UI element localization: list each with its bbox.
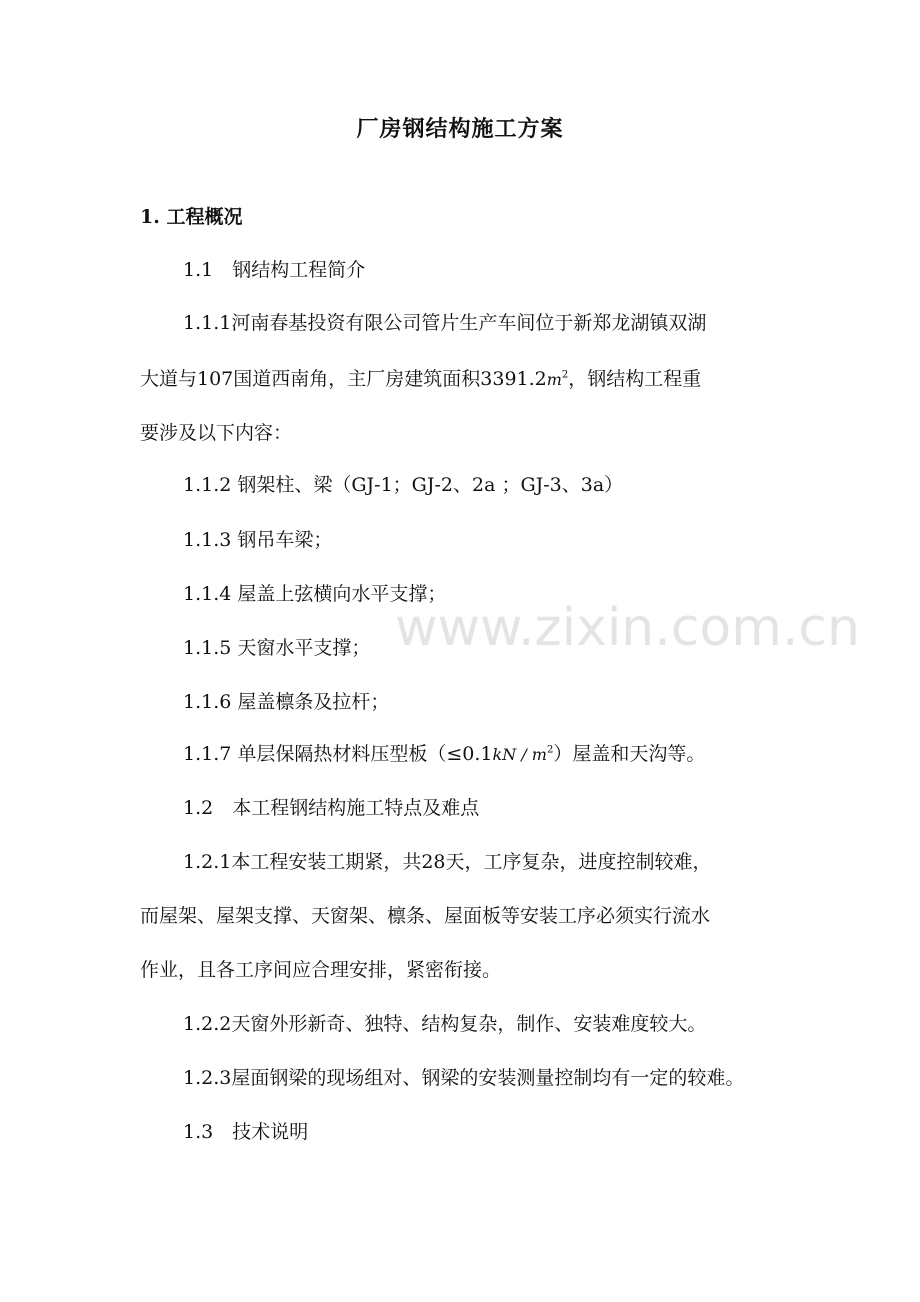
unit-symbol: kN / m (492, 745, 547, 764)
paragraph-1-2-1-line2: 而屋架、屋架支撑、天窗架、檩条、屋面板等安装工序必须实行流水 (140, 905, 711, 927)
item-1-1-2: 1.1.2 钢架柱、梁（GJ-1；GJ-2、2a ；GJ-3、3a） (183, 474, 624, 496)
paragraph-1-2-1-line3: 作业，且各工序间应合理安排，紧密衔接。 (140, 959, 502, 981)
subsection-1-3: 1.3 技术说明 (183, 1121, 309, 1143)
subsection-1-1: 1.1 钢结构工程简介 (183, 259, 366, 281)
item-1-1-4: 1.1.4 屋盖上弦横向水平支撑； (183, 583, 447, 605)
section-heading-1: 1. 工程概况 (140, 206, 243, 228)
item-1-1-6: 1.1.6 屋盖檩条及拉杆； (183, 691, 390, 713)
paragraph-1-2-2: 1.2.2天窗外形新奇、独特、结构复杂，制作、安装难度较大。 (183, 1013, 707, 1035)
paragraph-1-1-1-line3: 要涉及以下内容： (140, 422, 293, 444)
watermark: www.zixin.com.cn (395, 598, 860, 658)
paragraph-text: 1.1.7 单层保隔热材料压型板（≤0.1 (183, 743, 493, 765)
item-1-1-7 (183, 741, 705, 768)
unit-superscript: 2 (561, 369, 569, 381)
paragraph-text: ，钢结构工程重 (568, 368, 702, 390)
paragraph-1-1-1-line1: 1.1.1河南春基投资有限公司管片生产车间位于新郑龙湖镇双湖 (183, 312, 707, 334)
paragraph-text: ）屋盖和天沟等。 (553, 743, 706, 765)
unit-superscript: 2 (546, 744, 554, 756)
item-1-1-5: 1.1.5 天窗水平支撑； (183, 637, 371, 659)
document-title: 厂房钢结构施工方案 (356, 116, 564, 142)
item-1-1-3: 1.1.3 钢吊车梁； (183, 529, 333, 551)
paragraph-text: 大道与107国道西南角，主厂房建筑面积3391.2 (140, 368, 547, 390)
paragraph-1-2-1-line1: 1.2.1本工程安装工期紧，共28天，工序复杂，进度控制较难， (183, 851, 712, 873)
paragraph-1-2-3: 1.2.3屋面钢梁的现场组对、钢梁的安装测量控制均有一定的较难。 (183, 1067, 745, 1089)
subsection-1-2: 1.2 本工程钢结构施工特点及难点 (183, 797, 480, 819)
paragraph-1-1-1-line2 (140, 366, 701, 393)
unit-symbol: m (546, 370, 562, 389)
